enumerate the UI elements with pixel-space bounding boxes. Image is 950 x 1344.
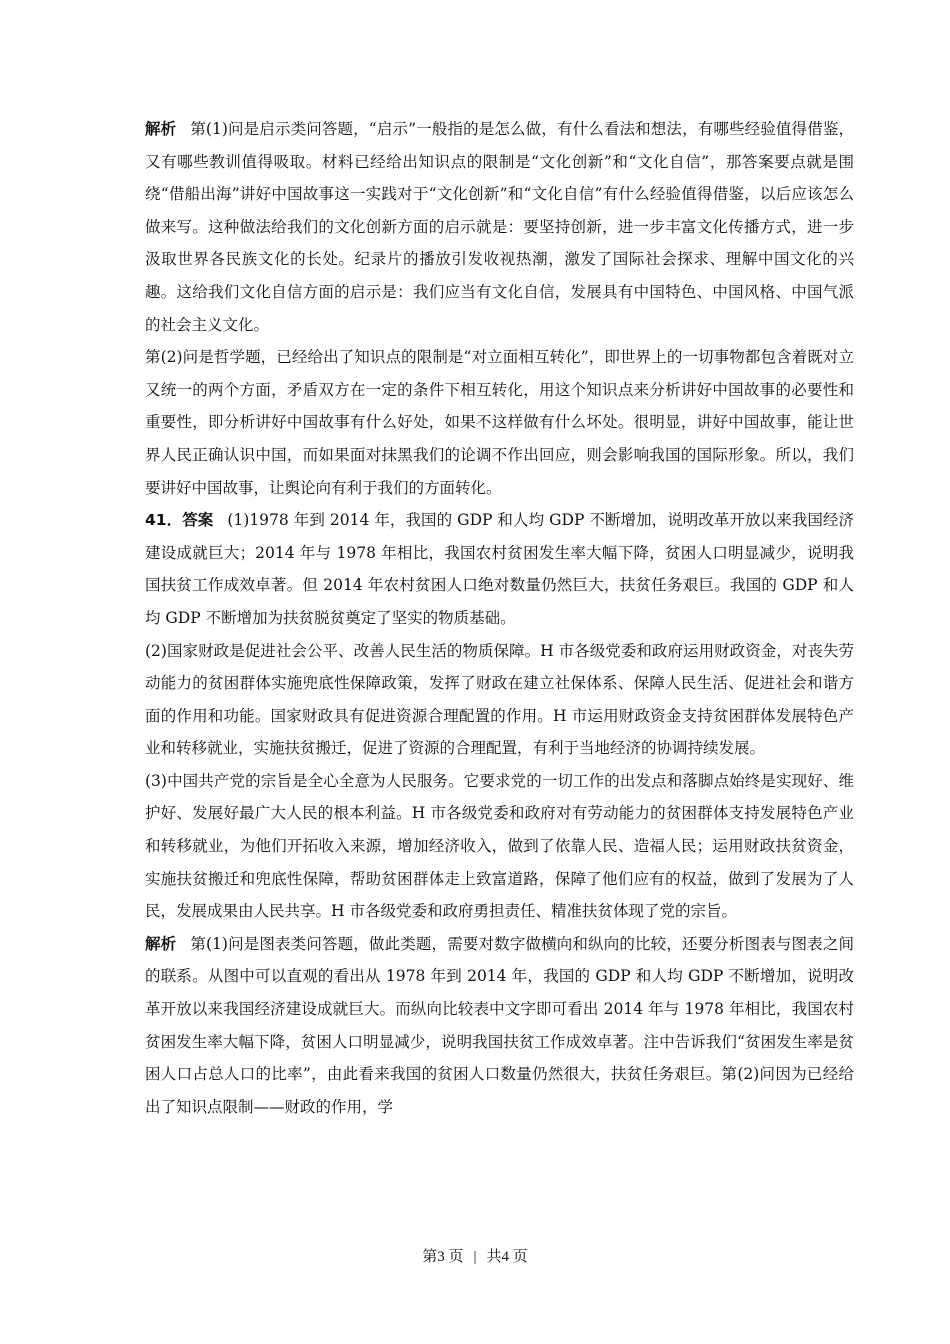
footer-separator: |: [473, 1249, 477, 1265]
page-footer: [0, 1241, 950, 1274]
analysis-paragraph-1: [145, 113, 854, 341]
answer-41-text-1: (1)1978 年到 2014 年，我国的 GDP 和人均 GDP 不断增加，说明改革开放以来我国经济建设成就巨大；2014 年与 1978 年相比，我国农村贫困发生率大幅下降，贫困人口明显减少，说明我国扶贫工作成效卓著。但 2014 年农村贫困人口绝对数量仍然巨大，扶贫任务艰巨。我国的 GDP 和人均 GDP 不断增加为扶贫脱贫奠定了坚实的物质基础。: [145, 511, 854, 627]
analysis-paragraph-3: [145, 928, 854, 1124]
page-number: 第3 页: [422, 1249, 464, 1265]
analysis-text-2: 第(1)问是图表类问答题，做此类题，需要对数字做横向和纵向的比较，还要分析图表与图表之间的联系。从图中可以直观的看出从 1978 年到 2014 年，我国的 GDP 和人均 GDP 不断增加，说明改革开放以来我国经济建设成就巨大。而纵向比较表中文字即可看出 2014 年与 1978 年相比，我国农村贫困发生率大幅下降，贫困人口明显减少，说明我国扶贫工作成效卓著。注中告诉我们“贫困发生率是贫困人口占总人口的比率”，由此看来我国的贫困人口数量仍然很大，扶贫任务艰巨。第(2)问因为已经给出了知识点限制——财政的作用，学: [145, 934, 854, 1116]
answer-41-part-2: (2)国家财政是促进社会公平、改善人民生活的物质保障。H 市各级党委和政府运用财政资金，对丧失劳动能力的贫困群体实施兜底性保障政策，发挥了财政在建立社保体系、保障人民生活、促进社会和谐方面的作用和功能。国家财政具有促进资源合理配置的作用。H 市运用财政资金支持贫困群体发展特色产业和转移就业，实施扶贫搬迁，促进了资源的合理配置，有利于当地经济的协调持续发展。: [145, 641, 854, 758]
answer-41-part-1: [145, 504, 854, 634]
analysis-label: 解析: [145, 120, 177, 138]
answer-41-label: 41．答案: [145, 511, 214, 530]
analysis-paragraph-2: 第(2)问是哲学题，已经给出了知识点的限制是“对立面相互转化”，即世界上的一切事物都包含着既对立又统一的两个方面，矛盾双方在一定的条件下相互转化，用这个知识点来分析讲好中国故事的必要性和重要性，即分析讲好中国故事有什么好处，如果不这样做有什么坏处。很明显，讲好中国故事，能让世界人民正确认识中国，而如果面对抹黑我们的论调不作出回应，则会影响我国的国际形象。所以，我们要讲好中国故事，让舆论向有利于我们的方面转化。: [145, 348, 854, 497]
answer-41-part-3: (3)中国共产党的宗旨是全心全意为人民服务。它要求党的一切工作的出发点和落脚点始终是实现好、维护好、发展好最广大人民的根本利益。H 市各级党委和政府对有劳动能力的贫困群体支持发展特色产业和转移就业，为他们开拓收入来源，增加经济收入，做到了依靠人民、造福人民；运用财政扶贫资金，实施扶贫搬迁和兜底性保障，帮助贫困群体走上致富道路，保障了他们应有的权益，做到了发展为了人民，发展成果由人民共享。H 市各级党委和政府勇担责任、精准扶贫体现了党的宗旨。: [145, 771, 854, 921]
page-total: 共4 页: [486, 1249, 528, 1265]
analysis-text: 第(1)问是启示类问答题，“启示”一般指的是怎么做，有什么看法和想法，有哪些经验值得借鉴，又有哪些教训值得吸取。材料已经给出知识点的限制是“文化创新”和“文化自信”，那答案要点就是围绕“借船出海”讲好中国故事这一实践对于“文化创新”和“文化自信”有什么经验值得借鉴，以后应该怎么做来写。这种做法给我们的文化创新方面的启示就是：要坚持创新，进一步丰富文化传播方式，进一步汲取世界各民族文化的长处。纪录片的播放引发收视热潮，激发了国际社会探求、理解中国文化的兴趣。这给我们文化自信方面的启示是：我们应当有文化自信，发展具有中国特色、中国风格、中国气派的社会主义文化。: [145, 120, 854, 334]
analysis-label-2: 解析: [145, 934, 177, 953]
